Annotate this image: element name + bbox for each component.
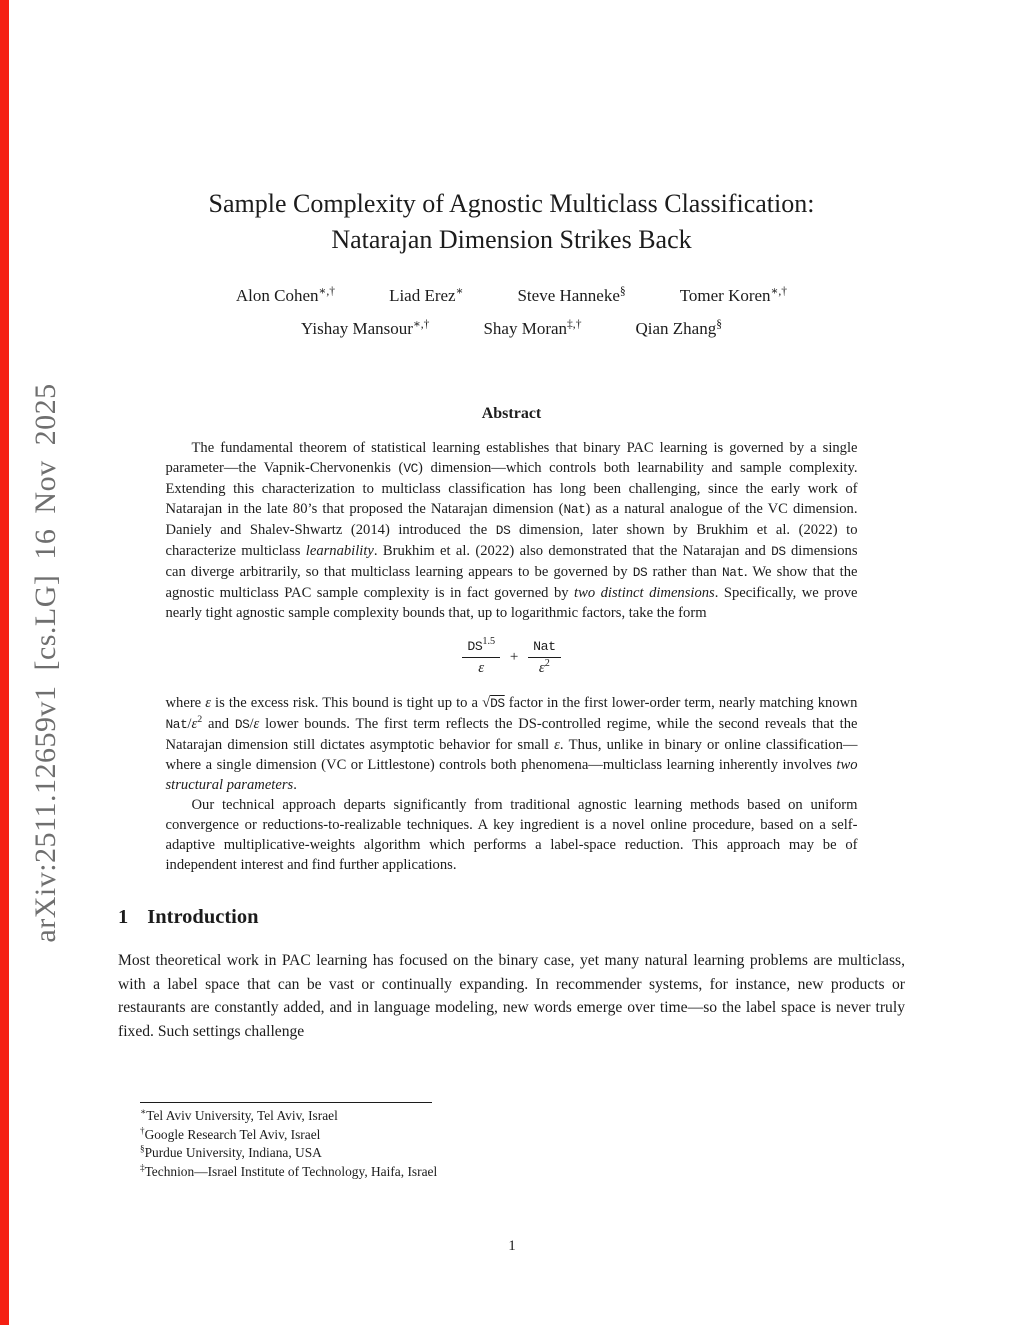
author [236, 286, 335, 306]
footnote [140, 1163, 840, 1182]
arxiv-watermark: arXiv:2511.12659v1 [cs.LG] 16 Nov 2025 [29, 383, 62, 943]
title-line-1: Sample Complexity of Agnostic Multiclass Classification: [208, 189, 815, 218]
footnote-mark: † [140, 1125, 145, 1136]
title-line-2: Natarajan Dimension Strikes Back [331, 225, 692, 254]
author-affiliation-marks: ‡,† [567, 317, 582, 331]
author [389, 286, 463, 306]
footnote-text: Tel Aviv University, Tel Aviv, Israel [146, 1108, 338, 1123]
abstract-section [166, 405, 858, 875]
footnote-text: Purdue University, Indiana, USA [144, 1145, 322, 1161]
ds-exponent: 1.5 [482, 636, 496, 647]
footnote [140, 1126, 840, 1145]
abstract-paragraph-2: where ε is the excess risk. This bound is tight up to a √DS factor in the first lower-order term, nearly matching known Nat/$\varepsilon^2$ and DS/ε lower bounds. The first term reflects the DS-controlled regime, while the second reveals that the Natarajan dimension still dictates asymptotic behavior for small ε. Thus, unlike in binary or online classification—where a single dimension (VC or Littlestone) controls both phenomena—multiclass learning inherently involves two structural parameters. [165, 695, 858, 793]
fraction-ds-denominator [462, 657, 500, 679]
author [483, 319, 581, 339]
footnote-text: Google Research Tel Aviv, Israel [144, 1126, 321, 1142]
footnote-mark: ∗ [140, 1106, 147, 1117]
author-name: Yishay Mansour [301, 319, 413, 338]
page-number: 1 [508, 1238, 516, 1254]
abstract-heading: Abstract [481, 405, 542, 422]
footnote-text: Technion—Israel Institute of Technology, Haifa, Israel [144, 1163, 438, 1179]
epsilon-exponent: 2 [544, 658, 550, 669]
author-block [118, 286, 905, 339]
footnote-block [140, 1102, 840, 1181]
abstract-paragraph-3: Our technical approach departs significantly from traditional agnostic learning methods based on uniform convergence or reductions-to-realizable techniques. A key ingredient is a novel online procedure, based on a self-adaptive multiplicative-weights algorithm which performs a label-space reduction. This approach may be of independent interest and find further applications. [165, 797, 858, 873]
footnote-mark: ‡ [140, 1162, 145, 1173]
footnote [140, 1144, 840, 1163]
fraction-ds [462, 636, 500, 679]
author-name: Liad Erez [389, 286, 456, 305]
author-affiliation-marks: ∗,† [412, 317, 430, 331]
author [680, 286, 787, 306]
footnote-mark: § [140, 1143, 145, 1154]
author-affiliation-marks: § [716, 317, 722, 331]
author-affiliation-marks: § [619, 284, 626, 298]
sample-complexity-formula [166, 636, 858, 679]
author [517, 286, 625, 306]
epsilon: ε [538, 660, 545, 676]
author [635, 319, 722, 339]
author-affiliation-marks: ∗,† [770, 284, 788, 298]
section-number: 1 [118, 906, 129, 928]
author-affiliation-marks: ∗,† [318, 284, 336, 298]
footnote [140, 1107, 840, 1126]
abstract-paragraph-1: The fundamental theorem of statistical learning establishes that binary PAC learning is governed by a single parameter—the Vapnik-Chervonenkis (VC) dimension—which controls both learnability and sample complexity. Extending this characterization to multiclass classification has long been challenging, since the early work of Natarajan in the late 80’s that proposed the Natarajan dimension (Nat) as a natural analogue of the VC dimension. Daniely and Shalev-Shwartz (2014) introduced the DS dimension, later shown by Brukhim et al. (2022) to characterize multiclass learnability. Brukhim et al. (2022) also demonstrated that the Natarajan and DS dimensions can diverge arbitrarily, so that multiclass learning appears to be governed by DS rather than Nat. We show that the agnostic multiclass PAC sample complexity is in fact governed by two distinct dimensions. Specifically, we prove nearly tight agnostic sample complexity bounds that, up to logarithmic factors, take the form [165, 440, 858, 621]
paper-title [118, 186, 905, 258]
section-title: Introduction [147, 906, 259, 928]
intro-paragraph: Most theoretical work in PAC learning has focused on the binary case, yet many natural learning problems are multiclass, with a label space that can be vast or continually expanding. In recommender systems, for instance, new products or restaurants are constantly added, and in language modeling, new words emerge over time—so the label space is never truly fixed. Such settings challenge [118, 952, 905, 1040]
fraction-ds-numerator [462, 636, 500, 657]
author-name: Steve Hanneke [517, 286, 620, 305]
author-name: Tomer Koren [679, 286, 771, 305]
epsilon: ε [478, 660, 485, 676]
nat-term: Nat [533, 639, 556, 654]
ds-term: DS [467, 639, 483, 654]
footnote-rule [140, 1102, 432, 1103]
main-column [118, 0, 905, 1043]
authors-row-2 [118, 319, 905, 339]
fraction-nat [528, 636, 561, 679]
fraction-nat-denominator [528, 657, 561, 679]
author-name: Qian Zhang [635, 319, 717, 338]
left-accent-bar [0, 0, 9, 1325]
author-name: Shay Moran [483, 319, 568, 338]
plus-operator: + [509, 649, 519, 665]
author [301, 319, 429, 339]
authors-row-1 [118, 286, 905, 306]
section-heading-introduction [118, 906, 905, 929]
author-affiliation-marks: ∗ [455, 284, 464, 298]
author-name: Alon Cohen [235, 286, 319, 305]
fraction-nat-numerator [528, 636, 561, 657]
